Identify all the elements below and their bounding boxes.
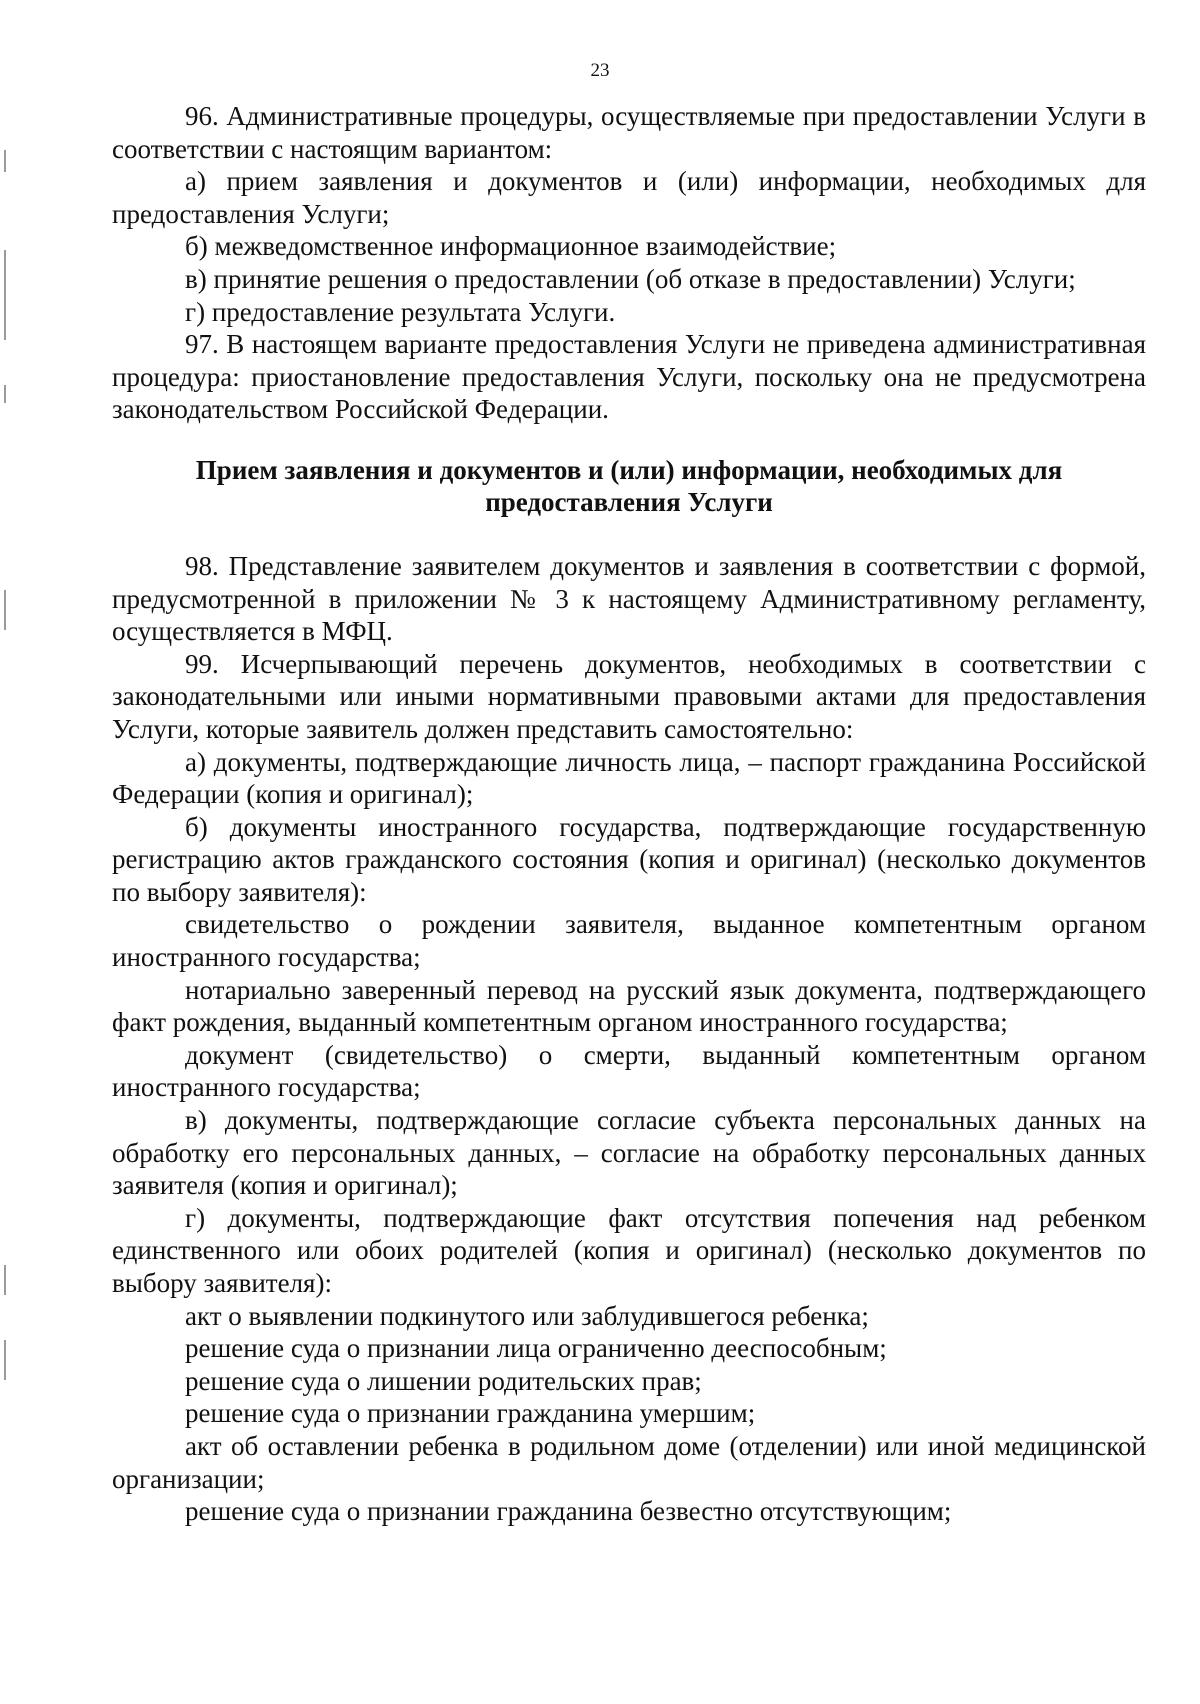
- item-99b-1: свидетельство о рождении заявителя, выданное компетентным органом иностранного государства;: [112, 909, 1146, 973]
- item-99b-2: нотариально заверенный перевод на русский язык документа, подтверждающего факт рождения, выданный компетентным органом иностранного государства;: [112, 974, 1146, 1038]
- paragraph-97: 97. В настоящем варианте предоставления Услуги не приведена административная процедура: приостановление предоставления Услуги, поскольку она не предусмотрена законодательством Российской Федерации.: [112, 329, 1146, 425]
- item-96v: в) принятие решения о предоставлении (об отказе в предоставлении) Услуги;: [185, 263, 1076, 294]
- item-96g: г) предоставление результата Услуги.: [185, 296, 616, 327]
- page-number: 23: [590, 60, 610, 81]
- item-99g-5: акт об оставлении ребенка в родильном доме (отделении) или иной медицинской организации;: [112, 1430, 1146, 1494]
- paragraph-99: 99. Исчерпывающий перечень документов, необходимых в соответствии с законодательными или иными нормативными правовыми актами для предоставления Услуги, которые заявитель должен представить самостоятельно:: [112, 648, 1146, 744]
- paragraph-96: 96. Административные процедуры, осуществляемые при предоставлении Услуги в соответствии с настоящим вариантом:: [112, 101, 1146, 164]
- item-99a: а) документы, подтверждающие личность лица, – паспорт гражданина Российской Федерации (копия и оригинал);: [112, 746, 1146, 810]
- item-99g-3: решение суда о лишении родительских прав;: [185, 1365, 702, 1396]
- item-96a: а) прием заявления и документов и (или) информации, необходимых для предоставления Услуги;: [112, 166, 1146, 229]
- section-heading: Прием заявления и документов и (или) информации, необходимых для предоставления Услуги: [195, 454, 1063, 517]
- document-body: [112, 100, 1146, 1528]
- scan-edge-marks: [0, 0, 10, 1704]
- item-99g: г) документы, подтверждающие факт отсутствия попечения над ребенком единственного или обоих родителей (копия и оригинал) (несколько документов по выбору заявителя):: [112, 1202, 1146, 1298]
- item-99b: б) документы иностранного государства, подтверждающие государственную регистрацию актов гражданского состояния (копия и оригинал) (несколько документов по выбору заявителя):: [112, 811, 1146, 907]
- item-99v: в) документы, подтверждающие согласие субъекта персональных данных на обработку его персональных данных, – согласие на обработку персональных данных заявителя (копия и оригинал);: [112, 1105, 1146, 1201]
- item-96b: б) межведомственное информационное взаимодействие;: [185, 231, 837, 262]
- item-99g-2: решение суда о признании лица ограниченно дееспособным;: [185, 1333, 887, 1364]
- item-99b-3: документ (свидетельство) о смерти, выданный компетентным органом иностранного государства;: [112, 1039, 1146, 1103]
- item-99g-1: акт о выявлении подкинутого или заблудившегося ребенка;: [185, 1300, 869, 1331]
- paragraph-98: 98. Представление заявителем документов и заявления в соответствии с формой, предусмотренной в приложении № 3 к настоящему Административному регламенту, осуществляется в МФЦ.: [112, 550, 1146, 647]
- item-99g-6: решение суда о признании гражданина безвестно отсутствующим;: [185, 1496, 952, 1527]
- item-99g-4: решение суда о признании гражданина умершим;: [185, 1398, 756, 1429]
